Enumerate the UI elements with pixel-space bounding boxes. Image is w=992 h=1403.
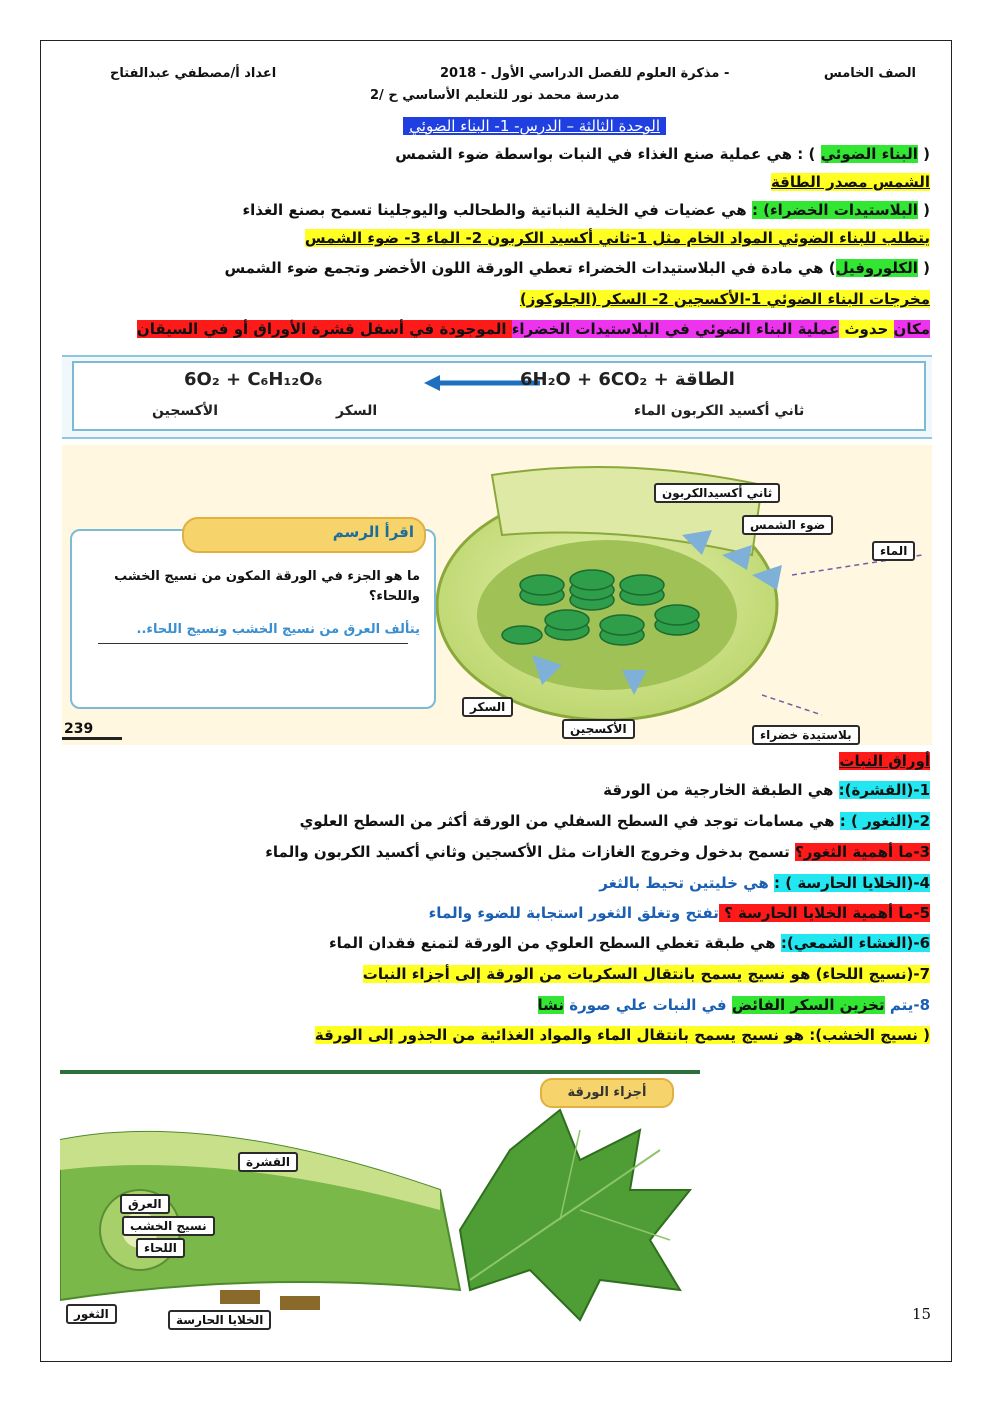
textbook-page-number: 239 [64,721,94,737]
term-chloroplasts: البلاستيدات الخضراء) : [751,201,918,219]
leaves-title: أوراق النبات [839,752,930,770]
label-phloem: اللحاء [136,1238,185,1258]
chloroplast-figure [62,445,932,745]
outputs-line [520,290,930,308]
author-label: اعداد أ/مصطفي عبدالفتاح [110,66,277,81]
outputs: مخرجات البناء الضوئي 1-الأكسجين 2- السكر (الجلوكوز) [519,290,930,308]
storage-b: تخزين السكر الفائض [731,996,885,1014]
figure-question: ما هو الجزء في الورقة المكون من نسيج الخشب واللحاء؟ [114,569,420,604]
place-a: مكان [893,320,930,338]
storage-c: في النبات علي صورة [564,996,732,1014]
xylem-definition: ( نسيج الخشب): هو نسيج يسمح بانتقال الماء والمواد الغذائية من الجذور إلى الورقة [314,1026,930,1044]
term-photosynthesis: البناء الضوئي [820,145,918,163]
products-formula: 6O₂ + C₆H₁₂O₆ [184,369,323,390]
unit-banner-text: الوحدة الثالثة – الدرس- 1- البناء الضوئي [403,117,666,135]
leaves-title-line [839,752,930,770]
def-guard-cells: هي خليتين تحيط بالثغر [599,874,775,892]
leaf-item-8 [538,996,930,1014]
term-stomata: 2-(الثغور ) : [839,812,930,830]
page-number: 15 [912,1305,932,1323]
definition-chlorophyll [224,259,930,277]
term-epidermis: 1-(القشرة): [838,781,930,799]
place-b: حدوث [839,320,894,338]
school-label: مدرسة محمد نور للتعليم الأساسي ح /2 [370,88,620,103]
leaf-item-3 [265,843,930,861]
label-co2: ثاني أكسيدالكربون [654,483,780,503]
leaf-item-6 [329,934,930,952]
energy-source-line [771,173,930,191]
leaf-item-7 [363,965,930,983]
storage-d: نشا [537,996,565,1014]
oxygen-caption: الأكسجين [152,403,219,419]
sugar-caption: السكر [336,403,378,419]
answer-line-1 [98,643,408,644]
label-chloroplast: بلاستيدة خضراء [752,725,860,745]
def-chloroplasts: هي عضيات في الخلية النباتية والطحالب واليوجلينا تسمح بصنع الغذاء [242,201,752,219]
leaf-item-2 [300,812,930,830]
page-underline [62,737,122,740]
equation-box [62,355,932,439]
def-cuticle: هي طبقة تغطي السطح العلوي من الورقة لتمنع فقدان الماء [328,934,781,952]
leaf-item-5 [429,904,930,922]
leaf-item-9 [315,1026,930,1044]
leaf-parts-figure [60,1070,700,1332]
label-xylem: نسيج الخشب [122,1216,215,1236]
term-stomata-importance: 3-ما أهمية الثغور؟ [795,843,930,861]
reactants-formula: الطاقة + 6H₂O + 6CO₂ [520,369,735,390]
leaf-parts-title: أجزاء الورقة [540,1078,674,1108]
equation-inner [72,361,926,431]
phloem-definition: 7-(نسيج اللحاء) هو نسيج يسمح بانتقال السكريات من الورقة إلى أجزاء النبات [362,965,930,983]
label-water: الماء [872,541,915,561]
reactants-caption: ثاني أكسيد الكربون الماء [634,403,805,419]
storage-a: 8-يتم [884,996,930,1014]
place-line [137,320,930,338]
raw-materials: يتطلب للبناء الضوئي المواد الخام مثل 1-ثاني أكسيد الكربون 2- الماء 3- ضوء الشمس [304,229,930,247]
def-epidermis: هي الطبقة الخارجية من الورقة [603,781,839,799]
term-guard-cells: 4-(الخلايا الحارسة ) : [774,874,930,892]
leaf-item-4 [599,874,930,892]
place-d: الموجودة في أسفل قشرة الأوراق أو في السيقان [136,320,512,338]
read-drawing-title: اقرأ الرسم [332,523,414,541]
open-paren: ( [923,259,930,277]
energy-source: الشمس مصدر الطاقة [770,173,930,191]
def-stomata: هي مسامات توجد في السطح السفلي من الورقة أكثر من السطح العلوي [299,812,840,830]
place-c: عملية البناء الضوئي في البلاستيدات الخضراء [511,320,840,338]
header-title: - مذكرة العلوم للفصل الدراسي الأول - 2018 [440,66,730,81]
term-chlorophyll: الكلوروفيل [835,259,918,277]
term-cuticle: 6-(الغشاء الشمعي): [780,934,930,952]
label-guard-cells: الخلايا الحارسة [168,1310,271,1330]
def-stomata-importance: تسمح بدخول وخروج الغازات مثل الأكسجين وثاني أكسيد الكربون والماء [265,843,796,861]
raw-materials-line [305,229,930,247]
label-sunlight: ضوء الشمس [742,515,833,535]
definition-photosynthesis [395,145,930,163]
grade-label: الصف الخامس [823,66,916,81]
label-vein: العرق [120,1194,170,1214]
label-sugar: السكر [462,697,513,717]
def-photosynthesis: ) : هي عملية صنع الغذاء في النبات بواسطة ضوء الشمس [395,145,821,163]
figure-answer: يتألف العرق من نسيج الخشب ونسيج اللحاء.. [136,622,420,637]
open-paren: ( [923,201,930,219]
open-paren: ( [923,145,930,163]
label-epidermis: القشرة [238,1152,298,1172]
label-oxygen: الأكسجين [562,719,635,739]
leaf-item-1 [603,781,930,799]
unit-banner [403,116,666,135]
term-guard-importance: 5-ما أهمية الخلايا الحارسة ؟ [718,904,930,922]
read-drawing-box [70,523,436,709]
label-stoma: الثغور [66,1304,117,1324]
def-chlorophyll: ) هي مادة في البلاستيدات الخضراء تعطي الورقة اللون الأخضر وتجمع ضوء الشمس [224,259,836,277]
def-guard-importance: تفتح وتغلق الثغور استجابة للضوء والماء [428,904,719,922]
definition-chloroplasts [242,201,930,219]
